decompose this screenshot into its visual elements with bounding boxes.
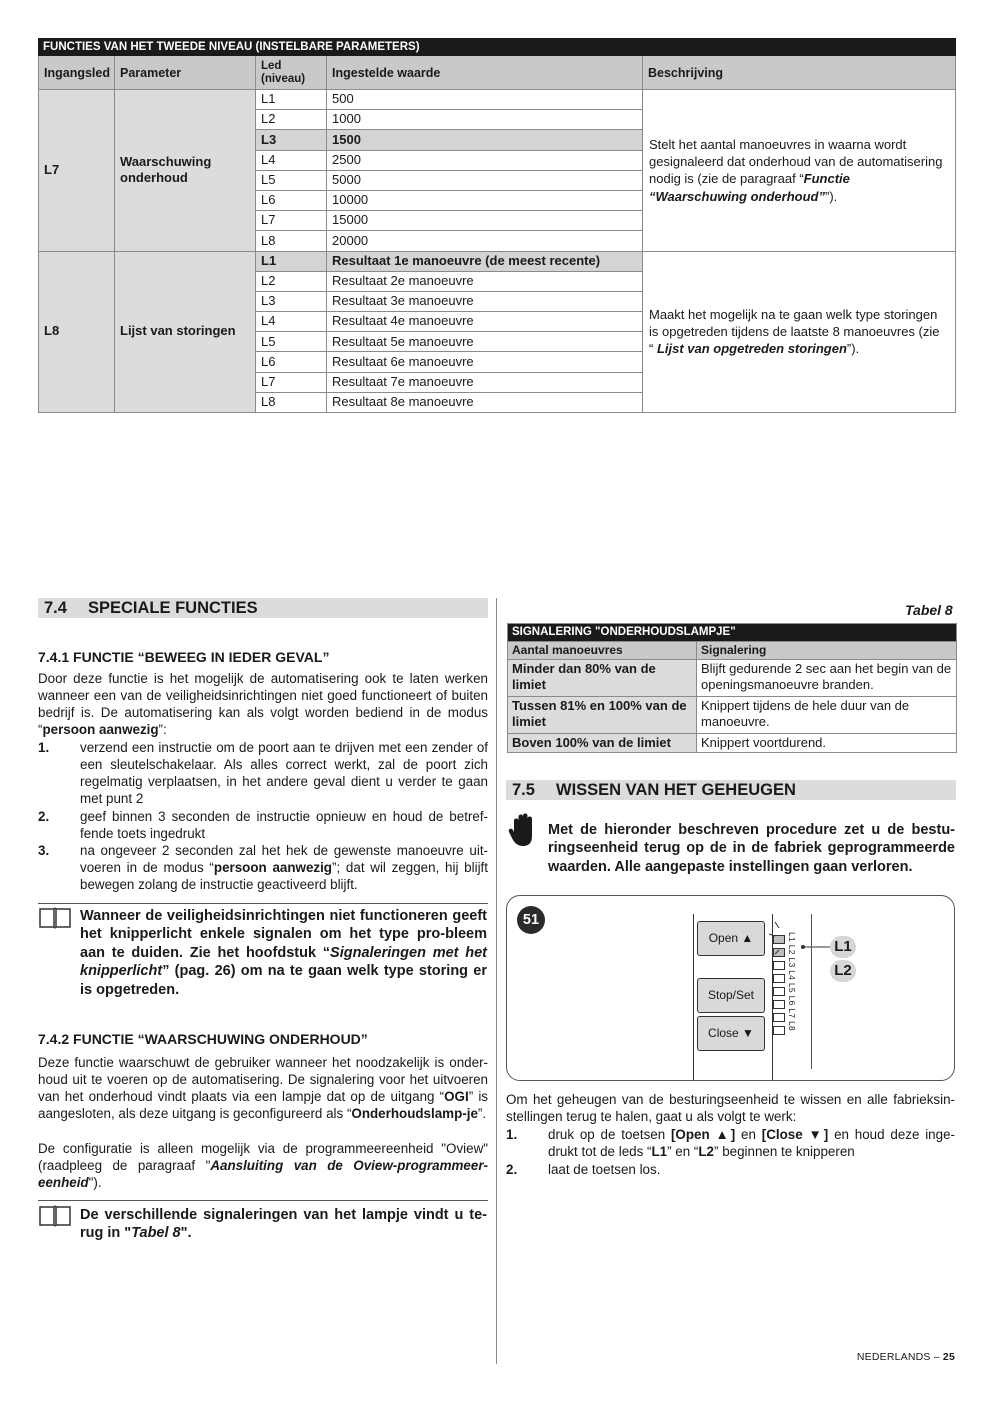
value-cell: 2500: [327, 150, 643, 170]
warning-reset: Met de hieronder beschreven procedure zet u de bestu-ringseenheid terug op de in de fabriek geprogrammeerde waarden. Alle aangepaste instellingen gaan verloren.: [548, 822, 955, 875]
led-l6: [773, 1000, 785, 1009]
note-tabel-8: De verschillende signaleringen van het lampje vindt u te-rug in "Tabel 8".: [80, 1207, 487, 1242]
book-icon: [38, 1203, 72, 1229]
control-panel: [693, 914, 773, 1081]
description-cell: Maakt het mogelijk na te gaan welk type storingen is opgetreden tijdens de laatste 8 manoeuvres (zie “ Lijst van opgetreden storingen”).: [643, 251, 956, 413]
header-led: Led (niveau): [256, 56, 327, 90]
table-row: Tussen 81% en 100% van de limiet Knippert tijdens de hele duur van de manoeuvre.: [508, 696, 957, 733]
led-level-cell: L6: [256, 352, 327, 372]
board-edge: [811, 914, 812, 1069]
table-8-header-count: Aantal manoeuvres: [508, 641, 697, 659]
value-cell: Resultaat 4e manoeuvre: [327, 312, 643, 332]
list-item-3: 3. na ongeveer 2 seconden zal het hek de gewenste manoeuvre uit-voeren in de modus “persoon aanwezig”; dat wil zeggen, hij blijft bewegen zolang de instructie geactiveerd blijft.: [38, 843, 488, 893]
figure-51: [506, 895, 955, 1081]
table-8: [507, 623, 957, 753]
parameters-table: [38, 38, 956, 413]
page-footer: NEDERLANDS – 25: [856, 1351, 955, 1363]
led-level-cell: L3: [256, 291, 327, 311]
led-level-cell: L7: [256, 372, 327, 392]
blink-indicator-icon: [767, 920, 837, 980]
led-level-cell: L1: [256, 251, 327, 271]
list-item-2: 2. geef binnen 3 seconden de instructie opnieuw en houd de betref-fende toets ingedrukt: [38, 809, 488, 842]
list-item-1: 1. verzend een instructie om de poort aan te drijven met een zender of een sleutelschakelaar. Als alles correct werkt, zal de poort zich regelmatig verplaatsen, in het andere geval dient u verder te gaan met punt 2: [38, 740, 488, 807]
section-7-4-heading: 7.4 SPECIALE FUNCTIES: [38, 598, 488, 618]
led-level-cell: L4: [256, 312, 327, 332]
table-8-label: Tabel 8: [905, 602, 953, 618]
table-row: Minder dan 80% van de limiet Blijft gedurende 2 sec aan het begin van de openingsmanoeuvre branden.: [508, 659, 957, 696]
value-cell: Resultaat 3e manoeuvre: [327, 291, 643, 311]
stop-set-button[interactable]: Stop/Set: [697, 978, 765, 1013]
table-row: [39, 90, 956, 110]
subsection-7-4-1-title: 7.4.1 FUNCTIE “BEWEEG IN IEDER GEVAL”: [38, 649, 330, 665]
table-row: [39, 251, 956, 271]
section-7-5-heading: 7.5 WISSEN VAN HET GEHEUGEN: [506, 780, 956, 800]
led-level-cell: L1: [256, 90, 327, 110]
subsection-7-4-1-intro: Door deze functie is het mogelijk de automatisering ook te laten werken wanneer een van de veiligheidsinrichtingen niet goed functioneert of buiten bedrijf is. De automatisering kan als volgt worden bediend in de modus “persoon aanwezig”:: [38, 671, 488, 738]
table-8-caption: SIGNALERING "ONDERHOUDSLAMPJE": [508, 624, 957, 642]
table-caption: FUNCTIES VAN HET TWEEDE NIVEAU (INSTELBARE PARAMETERS): [39, 39, 956, 56]
reset-step-2: 2. laat de toetsen los.: [506, 1162, 661, 1177]
value-cell: Resultaat 1e manoeuvre (de meest recente): [327, 251, 643, 271]
note-rule: [38, 1200, 488, 1201]
value-cell: 1500: [327, 130, 643, 150]
led-level-cell: L4: [256, 150, 327, 170]
callout-l2: L2: [830, 960, 856, 982]
header-description: Beschrijving: [643, 56, 956, 90]
led-level-cell: L5: [256, 332, 327, 352]
table-row: Boven 100% van de limiet Knippert voortdurend.: [508, 733, 957, 753]
open-button[interactable]: Open ▲: [697, 921, 765, 956]
close-button[interactable]: Close ▼: [697, 1016, 765, 1051]
figure-number-badge: 51: [517, 906, 545, 934]
value-cell: 20000: [327, 231, 643, 251]
value-cell: Resultaat 6e manoeuvre: [327, 352, 643, 372]
description-cell: Stelt het aantal manoeuvres in waarna wordt gesignaleerd dat onderhoud van de automatisering nodig is (zie de paragraaf “Functie “Waarschuwing onderhoud””).: [643, 90, 956, 252]
header-input-led: Ingangsled: [39, 56, 115, 90]
led-level-cell: L6: [256, 190, 327, 210]
led-level-cell: L2: [256, 110, 327, 130]
led-l7: [773, 1013, 785, 1022]
value-cell: 5000: [327, 170, 643, 190]
led-l8: [773, 1026, 785, 1035]
value-cell: 15000: [327, 211, 643, 231]
parameter-cell: Waarschuwing onderhoud: [115, 90, 256, 252]
input-led-cell: L7: [39, 90, 115, 252]
led-l5: [773, 987, 785, 996]
note-knipperlicht: Wanneer de veiligheidsinrichtingen niet functioneren geeft het knipperlicht enkele signalen om het type pro-bleem aan te duiden. Zie het hoofdstuk “Signaleringen met het knipperlicht” (pag. 26) om na te gaan welk type storing er is opgetreden.: [80, 908, 487, 998]
led-level-cell: L5: [256, 170, 327, 190]
value-cell: Resultaat 2e manoeuvre: [327, 271, 643, 291]
value-cell: Resultaat 8e manoeuvre: [327, 392, 643, 412]
parameter-cell: Lijst van storingen: [115, 251, 256, 413]
led-level-cell: L3: [256, 130, 327, 150]
led-level-cell: L2: [256, 271, 327, 291]
reset-step-1: 1. druk op de toetsen [Open ▲] en [Close ▼] en houd deze inge-drukt tot de leds “L1” en “L2” beginnen te knipperen: [506, 1127, 955, 1160]
note-rule: [38, 903, 488, 904]
value-cell: 500: [327, 90, 643, 110]
table-8-header-signal: Signalering: [697, 641, 957, 659]
subsection-7-4-2-para1: Deze functie waarschuwt de gebruiker wanneer het noodzakelijk is onder-houd uit te voeren op de automatisering. De signalering voor het uitvoeren van het onderhoud vindt plaats via een lampje dat op de uitgang “OGI” is aangesloten, als deze uitgang is geconfigureerd als “Onderhoudslamp-je”.: [38, 1055, 488, 1122]
led-level-cell: L8: [256, 231, 327, 251]
value-cell: 10000: [327, 190, 643, 210]
value-cell: Resultaat 5e manoeuvre: [327, 332, 643, 352]
column-divider: [496, 598, 497, 1364]
header-value: Ingestelde waarde: [327, 56, 643, 90]
led-level-cell: L7: [256, 211, 327, 231]
led-level-cell: L8: [256, 392, 327, 412]
value-cell: 1000: [327, 110, 643, 130]
led-labels: L1 L2 L3 L4 L5 L6 L7 L8: [787, 932, 797, 1032]
subsection-7-4-2-para2: De configuratie is alleen mogelijk via de programmeereenheid "Oview" (raadpleeg de paragraaf "Aansluiting van de Oview-programmeer-eenheid").: [38, 1141, 488, 1191]
input-led-cell: L8: [39, 251, 115, 413]
subsection-7-4-2-title: 7.4.2 FUNCTIE “WAARSCHUWING ONDERHOUD”: [38, 1031, 368, 1047]
hand-stop-icon: [507, 812, 541, 850]
value-cell: Resultaat 7e manoeuvre: [327, 372, 643, 392]
reset-intro: Om het geheugen van de besturingseenheid te wissen en alle fabrieksin-stellingen terug te halen, gaat u als volgt te werk:: [506, 1092, 955, 1125]
callout-l1: L1: [830, 936, 856, 958]
header-parameter: Parameter: [115, 56, 256, 90]
book-icon: [38, 905, 72, 931]
